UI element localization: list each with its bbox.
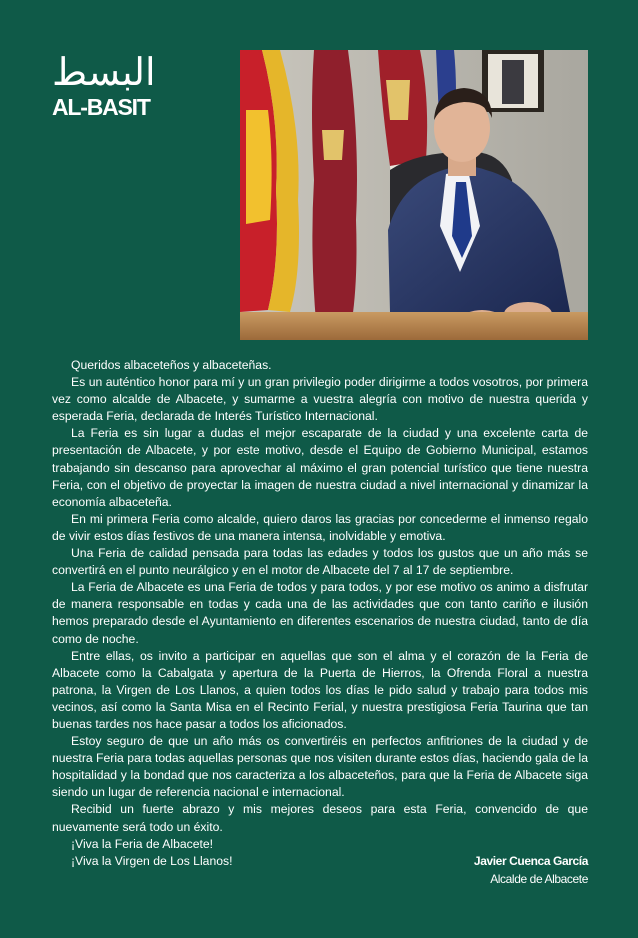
letter-closing-cheer: ¡Viva la Virgen de Los Llanos! xyxy=(71,853,233,868)
letter-paragraph: Una Feria de calidad pensada para todas las edades y todos los gustos que un año más se convertirá en el punto neurálgico y en el motor de Albacete del 7 al 17 de septiembre. xyxy=(52,546,588,578)
signature-role: Alcalde de Albacete xyxy=(490,872,588,886)
letter-paragraph: Recibid un fuerte abrazo y mis mejores deseos para esta Feria, convencido de que nuevamente será todo un éxito. xyxy=(52,802,588,834)
letter-paragraph: Es un auténtico honor para mí y un gran privilegio poder dirigirme a todos vosotros, por primera vez como alcalde de Albacete, y sumarme a vuestra alegría con motivo de nuestra querida y esperada Feria, declarada de Interés Turístico Internacional. xyxy=(52,375,588,424)
letter-paragraph: Entre ellas, os invito a participar en aquellas que son el alma y el corazón de la Feria de Albacete como la Cabalgata y apertura de la Puerta de Hierros, la Ofrenda Floral a nuestra patrona, la Virgen de Los Llanos, a quien todos los días le pido salud y trabajo para todos mis vecinos, así como la Santa Misa en el Recinto Ferial, y nuestra prestigiosa Feria Taurina que tan buenas tardes nos hace pasar a todos los aficionados. xyxy=(52,648,588,731)
al-basit-logo xyxy=(52,52,232,121)
mayor-photo xyxy=(240,50,588,340)
letter-paragraph: En mi primera Feria como alcalde, quiero daros las gracias por concederme el inmenso regalo de vivir estos días festivos de una manera intensa, inolvidable y emotiva. xyxy=(52,511,588,543)
letter-paragraph: La Feria de Albacete es una Feria de todos y para todos, y por ese motivo os animo a disfrutar de manera responsable en todas y cada una de las actividades que con tanto cariño e ilusión hemos preparado desde el Ayuntamiento en diferentes escenarios de nuestra ciudad, tanto de día como de noche. xyxy=(52,580,588,646)
portrait-photo-icon xyxy=(240,50,588,340)
signature-name: Javier Cuenca García xyxy=(473,854,588,868)
letter-paragraph: Estoy seguro de que un año más os convertiréis en perfectos anfitriones de la ciudad y de nuestra Feria para todas aquellas personas que nos visiten durante estos días, haciendo gala de la hospitalidad y la bondad que nos caracteriza a los albaceteños, para que la Feria de Albacete siga siendo un lugar de referencia nacional e internacional. xyxy=(52,734,588,800)
logo-latin-text: AL-BASIT xyxy=(52,94,150,120)
signature-block xyxy=(474,852,588,888)
letter-body xyxy=(52,357,588,870)
letter-paragraph: La Feria es sin lugar a dudas el mejor escaparate de la ciudad y una excelente carta de presentación de Albacete, y por este motivo, desde el Equipo de Gobierno Municipal, estamos trabajando sin descanso para aprovechar al máximo el gran potencial turístico que tiene nuestra Feria, con el objetivo de proyectar la imagen de nuestra ciudad a nivel internacional y dinamizar la economía albaceteña. xyxy=(52,426,588,509)
letter-closing-cheer: ¡Viva la Feria de Albacete! xyxy=(71,836,214,851)
letter-paragraph: Queridos albaceteños y albaceteñas. xyxy=(71,358,272,372)
logo-arabic-text: البسط xyxy=(52,50,156,94)
